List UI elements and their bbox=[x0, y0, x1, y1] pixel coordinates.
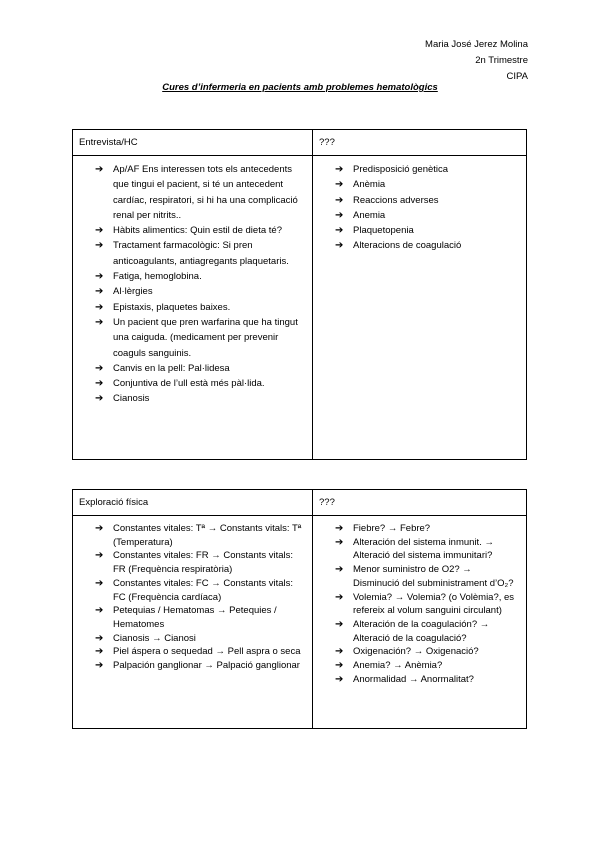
list-item-text: Fatiga, hemoglobina. bbox=[113, 271, 202, 283]
list-item-text: Constantes vitales: FR → Constants vitals: FR (Frequència respiratòria) bbox=[113, 550, 294, 576]
list-item bbox=[95, 315, 306, 361]
arrow-bullet-icon: ➔ bbox=[95, 577, 104, 589]
arrow-bullet-icon: ➔ bbox=[335, 164, 344, 175]
list-item bbox=[335, 208, 520, 223]
unknown-column-header: ??? bbox=[313, 130, 527, 156]
interview-list bbox=[73, 156, 312, 407]
arrow-bullet-icon: ➔ bbox=[95, 632, 104, 644]
list-item-text: Alteración de la coagulación? → Alteració de la coagulació? bbox=[353, 618, 490, 644]
list-item bbox=[95, 645, 306, 659]
list-item-text: Volemia? → Volemia? (o Volèmia?, es refereix al volum sanguini circulant) bbox=[353, 591, 515, 617]
arrow-bullet-icon: ➔ bbox=[335, 646, 344, 658]
author-name: Maria José Jerez Molina bbox=[425, 39, 528, 50]
document-title: Cures d’infermeria en pacients amb problemes hematològics bbox=[162, 82, 438, 93]
list-item bbox=[95, 659, 306, 673]
arrow-bullet-icon: ➔ bbox=[335, 194, 344, 206]
arrow-bullet-icon: ➔ bbox=[95, 225, 104, 237]
unknown-column-header-2: ??? bbox=[313, 490, 527, 516]
arrow-bullet-icon: ➔ bbox=[95, 660, 104, 672]
exploration-column-header: Exploració física bbox=[73, 490, 313, 516]
list-item bbox=[335, 193, 520, 208]
list-item bbox=[95, 632, 306, 646]
list-item-text: Un pacient que pren warfarina que ha tingut una caiguda. (medicament per prevenir coaguls sanguinis. bbox=[113, 316, 298, 359]
list-item bbox=[95, 361, 306, 376]
arrow-bullet-icon: ➔ bbox=[95, 646, 104, 658]
list-item-text: Al·lèrgies bbox=[113, 286, 153, 298]
list-item-text: Tractament farmacològic: Si pren anticoagulants, antiagregants plaquetaris. bbox=[113, 240, 289, 267]
list-item bbox=[95, 300, 306, 315]
arrow-bullet-icon: ➔ bbox=[335, 591, 344, 603]
arrow-bullet-icon: ➔ bbox=[95, 605, 104, 617]
interview-cell bbox=[73, 156, 313, 460]
list-item bbox=[95, 238, 306, 269]
arrow-bullet-icon: ➔ bbox=[335, 179, 344, 191]
list-item-text: Epistaxis, plaquetes baixes. bbox=[113, 301, 231, 313]
list-item bbox=[335, 522, 520, 536]
arrow-bullet-icon: ➔ bbox=[95, 164, 104, 175]
list-item-text: Ap/AF Ens interessen tots els antecedents que tingui el pacient, si té un antecedent cardíac, respiratori, si hi ha una complicació renal per nitrits.. bbox=[113, 164, 298, 221]
list-item bbox=[335, 177, 520, 192]
list-item bbox=[335, 223, 520, 238]
diagnosis-list bbox=[313, 156, 526, 254]
list-item-text: Hàbits alimentics: Quin estil de dieta té? bbox=[113, 225, 282, 237]
list-item-text: Alteración del sistema inmunit. → Alteració del sistema immunitari? bbox=[353, 536, 494, 562]
arrow-bullet-icon: ➔ bbox=[335, 209, 344, 221]
list-item bbox=[95, 522, 306, 549]
list-item-text: Menor suministro de O2? → Disminució del subministrament d’O₂? bbox=[353, 564, 514, 589]
list-item-text: Anemia bbox=[353, 209, 386, 221]
exploration-list bbox=[73, 516, 312, 673]
list-item-text: Conjuntiva de l’ull està més pàl·lida. bbox=[113, 378, 265, 390]
arrow-bullet-icon: ➔ bbox=[95, 523, 104, 534]
arrow-bullet-icon: ➔ bbox=[335, 660, 344, 672]
list-item bbox=[335, 563, 520, 590]
exploration-findings-cell bbox=[313, 516, 527, 729]
arrow-bullet-icon: ➔ bbox=[335, 536, 344, 548]
exploration-findings-list bbox=[313, 516, 526, 686]
list-item-text: Oxigenación? → Oxigenació? bbox=[353, 646, 479, 658]
list-item bbox=[95, 391, 306, 406]
arrow-bullet-icon: ➔ bbox=[95, 362, 104, 374]
list-item-text: Constantes vitales: FC → Constants vitals: FC (Frequència cardíaca) bbox=[113, 577, 294, 603]
arrow-bullet-icon: ➔ bbox=[95, 286, 104, 298]
arrow-bullet-icon: ➔ bbox=[95, 393, 104, 405]
list-item bbox=[95, 284, 306, 299]
list-item bbox=[335, 659, 520, 673]
list-item-text: Piel áspera o sequedad → Pell aspra o seca bbox=[113, 646, 301, 658]
arrow-bullet-icon: ➔ bbox=[95, 316, 104, 328]
list-item-text: Petequias / Hematomas → Petequies / Hematomes bbox=[113, 605, 277, 630]
exploration-cell bbox=[73, 516, 313, 729]
list-item-text: Plaquetopenia bbox=[353, 225, 414, 237]
subject-label: CIPA bbox=[506, 71, 528, 82]
list-item bbox=[335, 645, 520, 659]
arrow-bullet-icon: ➔ bbox=[335, 225, 344, 237]
diagnosis-cell bbox=[313, 156, 527, 460]
arrow-bullet-icon: ➔ bbox=[95, 301, 104, 313]
list-item bbox=[95, 223, 306, 238]
list-item bbox=[95, 162, 306, 223]
list-item-text: Cianosis → Cianosi bbox=[113, 632, 196, 644]
list-item-text: Canvis en la pell: Pal·lidesa bbox=[113, 362, 230, 374]
arrow-bullet-icon: ➔ bbox=[95, 271, 104, 283]
arrow-bullet-icon: ➔ bbox=[335, 240, 344, 252]
list-item-text: Cianosis bbox=[113, 393, 150, 405]
list-item bbox=[335, 673, 520, 687]
list-item bbox=[95, 549, 306, 576]
arrow-bullet-icon: ➔ bbox=[335, 523, 344, 534]
list-item-text: Predisposició genètica bbox=[353, 164, 449, 175]
list-item-text: Anormalidad → Anormalitat? bbox=[353, 673, 474, 685]
list-item bbox=[335, 536, 520, 563]
document-header bbox=[425, 37, 528, 85]
list-item-text: Fiebre? → Febre? bbox=[353, 523, 431, 534]
list-item bbox=[335, 162, 520, 177]
list-item bbox=[335, 238, 520, 253]
interview-table bbox=[72, 129, 527, 460]
list-item bbox=[95, 604, 306, 631]
term-label: 2n Trimestre bbox=[475, 55, 528, 66]
arrow-bullet-icon: ➔ bbox=[95, 378, 104, 390]
list-item bbox=[335, 591, 520, 618]
list-item bbox=[335, 618, 520, 645]
list-item-text: Palpación ganglionar → Palpació ganglionar bbox=[113, 660, 300, 672]
arrow-bullet-icon: ➔ bbox=[95, 550, 104, 562]
exploration-table bbox=[72, 489, 527, 729]
arrow-bullet-icon: ➔ bbox=[95, 240, 104, 252]
arrow-bullet-icon: ➔ bbox=[335, 564, 344, 576]
list-item bbox=[95, 577, 306, 604]
list-item-text: Alteracions de coagulació bbox=[353, 240, 462, 252]
list-item bbox=[95, 376, 306, 391]
list-item-text: Anemia? → Anèmia? bbox=[353, 660, 443, 672]
list-item-text: Reaccions adverses bbox=[353, 194, 439, 206]
list-item-text: Constantes vitales: Tª → Constants vitals: Tª (Temperatura) bbox=[113, 523, 302, 548]
list-item bbox=[95, 269, 306, 284]
arrow-bullet-icon: ➔ bbox=[335, 618, 344, 630]
list-item-text: Anèmia bbox=[353, 179, 386, 191]
interview-column-header: Entrevista/HC bbox=[73, 130, 313, 156]
arrow-bullet-icon: ➔ bbox=[335, 673, 344, 685]
